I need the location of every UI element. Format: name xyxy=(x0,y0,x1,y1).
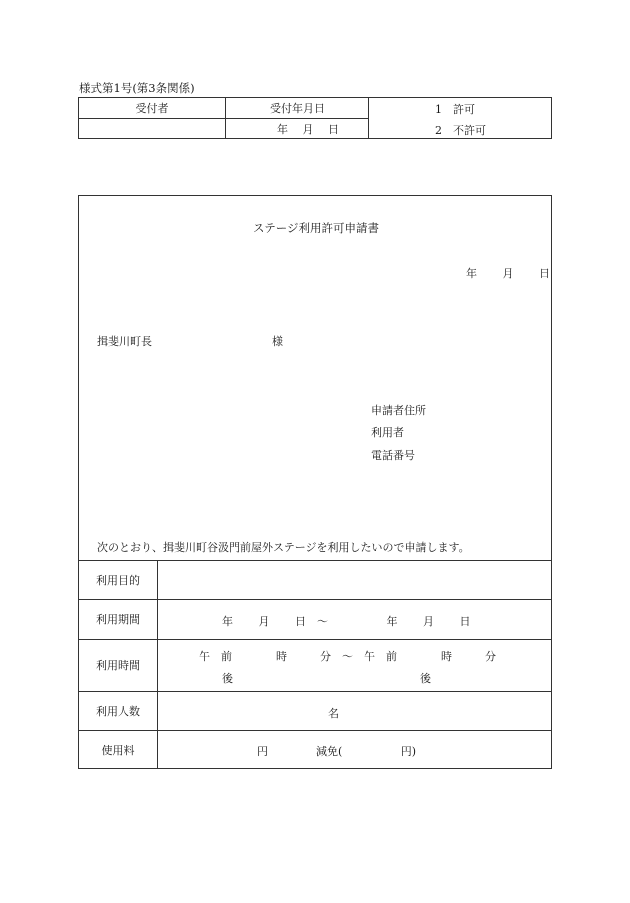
people-unit[interactable]: 名 xyxy=(328,707,339,720)
form-number: 様式第1号(第3条関係) xyxy=(79,81,195,95)
fee-label: 使用料 xyxy=(101,743,135,757)
honorific: 様 xyxy=(272,335,283,348)
user-label: 利用者 xyxy=(371,426,404,439)
period-label: 利用期間 xyxy=(96,613,140,626)
form-title: ステージ利用許可申請書 xyxy=(253,221,380,235)
approval-option[interactable]: 1 許可 xyxy=(435,103,475,116)
period-value[interactable]: 年 月 日 ～ 年 月 日 xyxy=(222,615,471,628)
addressee: 揖斐川町長 xyxy=(97,335,152,348)
rejection-option[interactable]: 2 不許可 xyxy=(435,124,486,137)
date-value[interactable]: 年 月 日 xyxy=(277,122,339,136)
receiver-header: 受付者 xyxy=(135,101,169,115)
fee-exemption[interactable]: 減免( 円) xyxy=(316,745,417,758)
receiver-field[interactable] xyxy=(78,118,226,139)
people-label: 利用人数 xyxy=(96,704,140,718)
purpose-label: 利用目的 xyxy=(96,573,140,587)
applicant-address-label: 申請者住所 xyxy=(371,404,426,417)
application-statement: 次のとおり、揖斐川町谷汲門前屋外ステージを利用したいので申請します。 xyxy=(97,541,470,554)
time-value-line1[interactable]: 午 前 時 分 ～ 午 前 時 分 xyxy=(199,650,496,663)
purpose-field[interactable] xyxy=(158,560,552,599)
phone-label: 電話番号 xyxy=(371,449,415,462)
application-date[interactable]: 年 月 日 xyxy=(466,267,550,280)
date-header: 受付年月日 xyxy=(270,101,325,115)
fee-yen[interactable]: 円 xyxy=(257,745,268,758)
time-label: 利用時間 xyxy=(96,659,140,672)
time-value-line2[interactable]: 後 後 xyxy=(222,672,431,685)
